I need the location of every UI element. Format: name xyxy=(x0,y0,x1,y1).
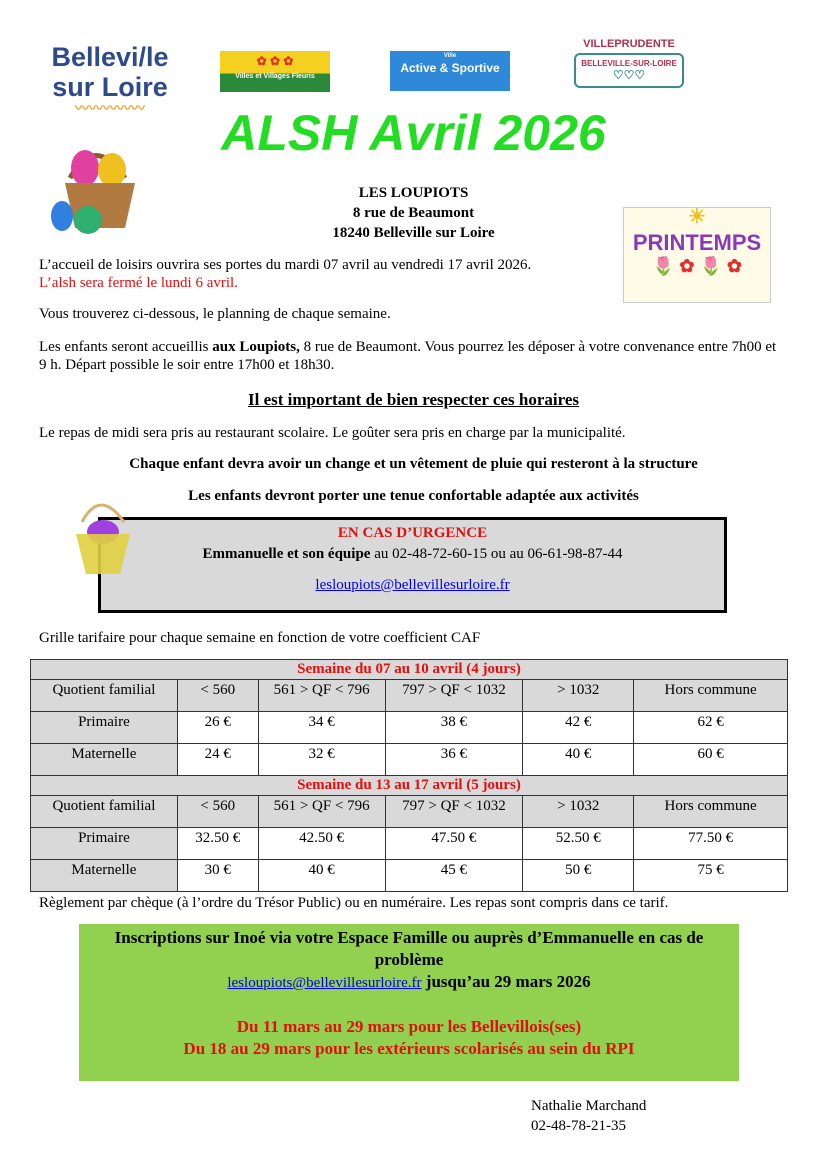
column-header: > 1032 xyxy=(523,796,634,828)
closed-notice: L’alsh sera fermé le lundi 6 avril. xyxy=(39,275,238,291)
row-label: Primaire xyxy=(31,712,178,744)
column-header: 797 > QF < 1032 xyxy=(385,680,523,712)
price-cell: 40 € xyxy=(523,744,634,776)
price-cell: 36 € xyxy=(385,744,523,776)
column-header: Hors commune xyxy=(634,796,788,828)
inscriptions-text: Inscriptions sur Inoé via votre Espace Famille ou auprès d’Emmanuelle en cas de problème xyxy=(114,928,704,969)
belleville-logo: Bellevi/le sur Loire 〰〰〰〰〰 xyxy=(51,42,169,116)
planning-text: Vous trouverez ci-dessous, le planning de chaque semaine. xyxy=(39,306,391,322)
repas-text: Le repas de midi sera pris au restaurant scolaire. Le goûter sera pris en charge par la municipalité. xyxy=(39,425,626,441)
price-cell: 45 € xyxy=(385,860,523,892)
price-cell: 32 € xyxy=(258,744,385,776)
sun-icon: ☀ xyxy=(688,206,706,228)
inscriptions-email-link[interactable]: lesloupiots@bellevillesurloire.fr xyxy=(227,975,422,991)
price-cell: 32.50 € xyxy=(177,828,258,860)
price-cell: 26 € xyxy=(177,712,258,744)
week-title: Semaine du 07 au 10 avril (4 jours) xyxy=(31,660,788,680)
price-cell: 60 € xyxy=(634,744,788,776)
price-cell: 30 € xyxy=(177,860,258,892)
accueil-text: Les enfants seront accueillis aux Loupiots, 8 rue de Beaumont. Vous pourrez les déposer à votre convenance entre 7h00 et 9 h. Départ possible le soir entre 17h00 et 18h30. xyxy=(39,339,777,373)
dates-exterieurs: Du 18 au 29 mars pour les extérieurs scolarisés au sein du RPI xyxy=(183,1039,635,1058)
emergency-email-link[interactable]: lesloupiots@bellevillesurloire.fr xyxy=(315,577,510,593)
column-header: 797 > QF < 1032 xyxy=(385,796,523,828)
dates-bellevillois: Du 11 mars au 29 mars pour les Bellevillois(ses) xyxy=(236,1017,582,1036)
tulips-icon: 🌷 ✿ 🌷 ✿ xyxy=(652,256,742,276)
inscriptions-box: Inscriptions sur Inoé via votre Espace Famille ou auprès d’Emmanuelle en cas de problème lesloupiots@bellevillesurloire.fr jusqu’au 29 mars 2026 Du 11 mars au 29 mars pour les Bellevillois(ses) Du 18 au 29 mars pour les extérieurs scolarisés au sein du RPI xyxy=(79,924,739,1081)
villes-fleuris-logo: ✿ ✿ ✿ Villes et Villages Fleuris xyxy=(220,51,330,92)
page-title: ALSH Avril 2026 xyxy=(221,105,606,161)
ville-prudente-logo: VILLEPRUDENTE BELLEVILLE-SUR-LOIRE ♡♡♡ xyxy=(574,38,684,90)
address: LES LOUPIOTS 8 rue de Beaumont 18240 Belleville sur Loire xyxy=(332,185,495,241)
column-header: Hors commune xyxy=(634,680,788,712)
week-title-row xyxy=(31,776,788,796)
week-title: Semaine du 13 au 17 avril (5 jours) xyxy=(31,776,788,796)
table-row xyxy=(31,744,788,776)
price-cell: 38 € xyxy=(385,712,523,744)
tariff-table xyxy=(30,659,788,892)
price-cell: 52.50 € xyxy=(523,828,634,860)
price-cell: 42.50 € xyxy=(258,828,385,860)
header-row xyxy=(31,680,788,712)
price-cell: 62 € xyxy=(634,712,788,744)
printemps-image: ☀ PRINTEMPS 🌷 ✿ 🌷 ✿ xyxy=(623,207,771,303)
column-header: 561 > QF < 796 xyxy=(258,680,385,712)
active-sportive-logo: Ville Active & Sportive xyxy=(390,51,510,91)
tenue-text: Les enfants devront porter une tenue confortable adaptée aux activités xyxy=(188,488,639,504)
row-label: Maternelle xyxy=(31,860,178,892)
price-cell: 75 € xyxy=(634,860,788,892)
price-cell: 42 € xyxy=(523,712,634,744)
change-text: Chaque enfant devra avoir un change et un vêtement de pluie qui resteront à la structure xyxy=(129,456,698,472)
emergency-title: EN CAS D’URGENCE xyxy=(337,525,488,541)
price-cell: 50 € xyxy=(523,860,634,892)
price-cell: 24 € xyxy=(177,744,258,776)
column-header: 561 > QF < 796 xyxy=(258,796,385,828)
row-label: Primaire xyxy=(31,828,178,860)
column-header: < 560 xyxy=(177,796,258,828)
price-cell: 77.50 € xyxy=(634,828,788,860)
emergency-box xyxy=(98,517,727,613)
table-row xyxy=(31,828,788,860)
easter-basket-small-icon xyxy=(70,492,136,578)
week-title-row xyxy=(31,660,788,680)
emergency-contact: Emmanuelle et son équipe au 02-48-72-60-15 ou au 06-61-98-87-44 xyxy=(202,546,623,562)
column-header: Quotient familial xyxy=(31,796,178,828)
table-row xyxy=(31,712,788,744)
intro-text: L’accueil de loisirs ouvrira ses portes du mardi 07 avril au vendredi 17 avril 2026. xyxy=(39,257,532,273)
column-header: Quotient familial xyxy=(31,680,178,712)
table-row xyxy=(31,860,788,892)
column-header: < 560 xyxy=(177,680,258,712)
signature: Nathalie Marchand 02-48-78-21-35 xyxy=(531,1098,647,1134)
price-cell: 34 € xyxy=(258,712,385,744)
column-header: > 1032 xyxy=(523,680,634,712)
reglement-text: Règlement par chèque (à l’ordre du Trésor Public) ou en numéraire. Les repas sont compris dans ce tarif. xyxy=(39,895,669,911)
flower-icon: ✿ ✿ ✿ xyxy=(256,54,294,68)
header-row xyxy=(31,796,788,828)
important-heading: Il est important de bien respecter ces horaires xyxy=(248,390,579,409)
row-label: Maternelle xyxy=(31,744,178,776)
grille-text: Grille tarifaire pour chaque semaine en fonction de votre coefficient CAF xyxy=(39,630,481,646)
price-cell: 47.50 € xyxy=(385,828,523,860)
price-cell: 40 € xyxy=(258,860,385,892)
